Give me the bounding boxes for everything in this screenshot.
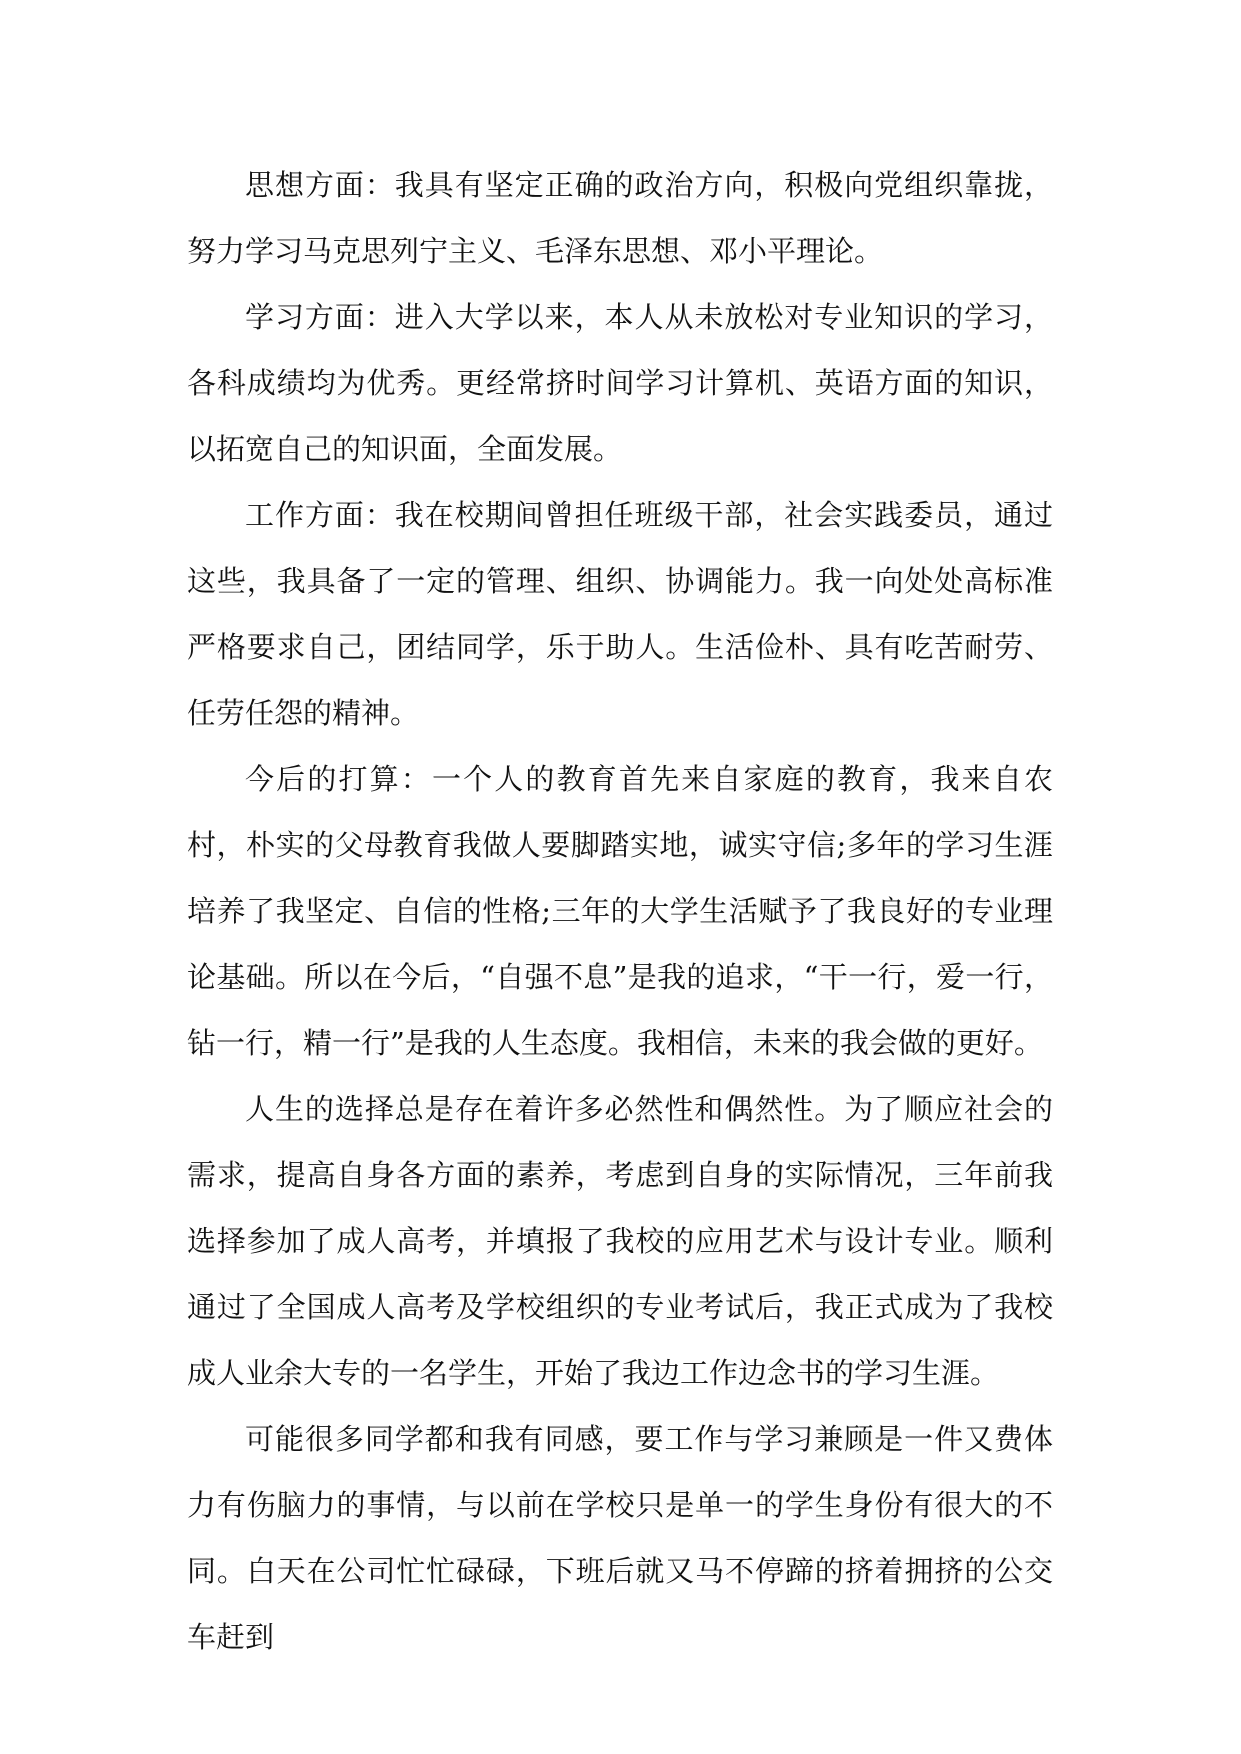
paragraph-life-choice: 人生的选择总是存在着许多必然性和偶然性。为了顺应社会的需求，提高自身各方面的素养，考虑到自身的实际情况，三年前我选择参加了成人高考，并填报了我校的应用艺术与设计专业。顺利通过了全国成人高考及学校组织的专业考试后，我正式成为了我校成人业余大专的一名学生，开始了我边工作边念书的学习生涯。 xyxy=(187,1092,1053,1390)
paragraph-work-study-balance: 可能很多同学都和我有同感，要工作与学习兼顾是一件又费体力有伤脑力的事情，与以前在学校只是单一的学生身份有很大的不同。白天在公司忙忙碌碌，下班后就又马不停蹄的挤着拥挤的公交车赶到 xyxy=(187,1422,1053,1654)
paragraph-work: 工作方面：我在校期间曾担任班级干部，社会实践委员，通过这些，我具备了一定的管理、组织、协调能力。我一向处处高标准严格要求自己，团结同学，乐于助人。生活俭朴、具有吃苦耐劳、任劳任怨的精神。 xyxy=(187,498,1053,730)
paragraph-ideology: 思想方面：我具有坚定正确的政治方向，积极向党组织靠拢，努力学习马克思列宁主义、毛泽东思想、邓小平理论。 xyxy=(187,168,1053,268)
paragraph-future-plans: 今后的打算：一个人的教育首先来自家庭的教育，我来自农村，朴实的父母教育我做人要脚踏实地，诚实守信;多年的学习生涯培养了我坚定、自信的性格;三年的大学生活赋予了我良好的专业理论基础。所以在今后，“自强不息”是我的追求，“干一行，爱一行，钻一行，精一行”是我的人生态度。我相信，未来的我会做的更好。 xyxy=(187,762,1053,1060)
document-body xyxy=(187,152,1053,1670)
paragraph-study: 学习方面：进入大学以来，本人从未放松对专业知识的学习，各科成绩均为优秀。更经常挤时间学习计算机、英语方面的知识，以拓宽自己的知识面，全面发展。 xyxy=(187,300,1053,466)
